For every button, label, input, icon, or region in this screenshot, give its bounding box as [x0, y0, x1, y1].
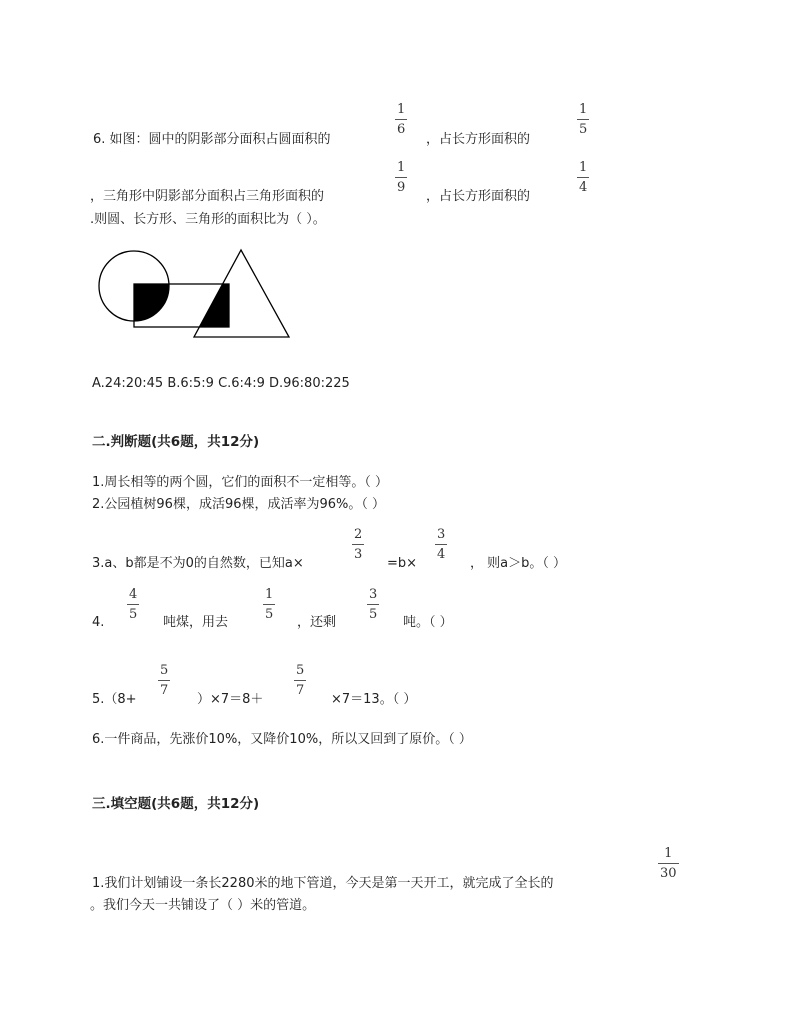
- q6-line2-tail: ，占长方形面积的: [426, 189, 531, 204]
- fraction-numerator: 1: [265, 587, 274, 602]
- fraction-denominator: 3: [354, 547, 363, 562]
- q6-options: A.24:20:45 B.6:5:9 C.6:4:9 D.96:80:225: [92, 376, 350, 391]
- fraction-denominator: 5: [579, 122, 588, 137]
- judge-q1: 1.周长相等的两个圆，它们的面积不一定相等。（ ）: [92, 475, 389, 490]
- q6-line1-tail: ，占长方形面积的: [426, 132, 531, 147]
- fraction-denominator: 5: [129, 607, 138, 622]
- fraction-numerator: 1: [579, 102, 588, 117]
- fraction-one-thirtieth: [658, 846, 679, 881]
- fraction-numerator: 5: [296, 663, 305, 678]
- fill-q1-text: 1.我们计划铺设一条长2280米的地下管道，今天是第一天开工，就完成了全长的: [92, 876, 554, 891]
- fraction-bar: [658, 863, 679, 864]
- fraction-bar: [395, 119, 407, 120]
- fraction-one-fourth: [577, 160, 589, 195]
- fraction-five-sevenths-2: [294, 663, 306, 698]
- fraction-bar: [577, 177, 589, 178]
- fraction-three-fifths: [367, 587, 379, 622]
- fraction-numerator: 3: [437, 527, 446, 542]
- fraction-one-fifth: [577, 102, 589, 137]
- fraction-five-sevenths: [158, 663, 170, 698]
- fraction-numerator: 3: [369, 587, 378, 602]
- fraction-four-fifths: [127, 587, 139, 622]
- judge-q4-text: 吨煤，用去: [163, 615, 229, 630]
- fill-q1-tail: 。我们今天一共铺设了（ ）米的管道。: [90, 898, 316, 913]
- fraction-denominator: 9: [397, 180, 406, 195]
- judge-q3-tail: ， 则a＞b。（ ）: [470, 556, 566, 571]
- fraction-denominator: 6: [397, 122, 406, 137]
- judge-q3-mid: =b×: [387, 556, 418, 571]
- judge-q4-mid: ，还剩: [297, 615, 337, 630]
- fraction-one-fifth-used: [263, 587, 275, 622]
- fraction-numerator: 1: [664, 846, 673, 861]
- judge-q2: 2.公园植树96棵，成活96棵，成活率为96%。（ ）: [92, 497, 386, 512]
- fraction-bar: [352, 544, 364, 545]
- fraction-bar: [263, 604, 275, 605]
- section2-heading: 二.判断题(共6题，共12分): [92, 434, 260, 450]
- fraction-denominator: 7: [160, 683, 169, 698]
- fraction-numerator: 2: [354, 527, 363, 542]
- judge-q6: 6.一件商品，先涨价10%，又降价10%，所以又回到了原价。（ ）: [92, 732, 472, 747]
- judge-q4-num: 4.: [92, 615, 105, 630]
- fraction-denominator: 4: [579, 180, 588, 195]
- judge-q5-mid: ）×7＝8＋: [197, 692, 264, 707]
- judge-q5-tail: ×7＝13。（ ）: [331, 692, 417, 707]
- q6-line2-text: ，三角形中阴影部分面积占三角形面积的: [90, 189, 325, 204]
- geometry-figure: [96, 246, 296, 342]
- fraction-denominator: 5: [265, 607, 274, 622]
- fraction-numerator: 1: [579, 160, 588, 175]
- fraction-bar: [395, 177, 407, 178]
- judge-q3-text: 3.a、b都是不为0的自然数，已知a×: [92, 556, 304, 571]
- q6-line3-text: .则圆、长方形、三角形的面积比为（ ）。: [90, 212, 326, 227]
- fraction-bar: [294, 680, 306, 681]
- fraction-numerator: 1: [397, 160, 406, 175]
- q6-line1-text: 6. 如图：圆中的阴影部分面积占圆面积的: [93, 132, 331, 147]
- judge-q4-tail: 吨。（ ）: [403, 615, 453, 630]
- fraction-three-fourths: [435, 527, 447, 562]
- fraction-one-ninth: [395, 160, 407, 195]
- fraction-denominator: 4: [437, 547, 446, 562]
- fraction-bar: [435, 544, 447, 545]
- fraction-numerator: 5: [160, 663, 169, 678]
- fraction-bar: [127, 604, 139, 605]
- fraction-one-sixth: [395, 102, 407, 137]
- judge-q5-text: 5.（8+: [92, 692, 137, 707]
- fraction-denominator: 7: [296, 683, 305, 698]
- fraction-denominator: 5: [369, 607, 378, 622]
- fraction-numerator: 4: [129, 587, 138, 602]
- fraction-denominator: 30: [660, 866, 677, 881]
- fraction-two-thirds: [352, 527, 364, 562]
- fraction-bar: [367, 604, 379, 605]
- fraction-numerator: 1: [397, 102, 406, 117]
- fraction-bar: [577, 119, 589, 120]
- fraction-bar: [158, 680, 170, 681]
- section3-heading: 三.填空题(共6题，共12分): [92, 796, 260, 812]
